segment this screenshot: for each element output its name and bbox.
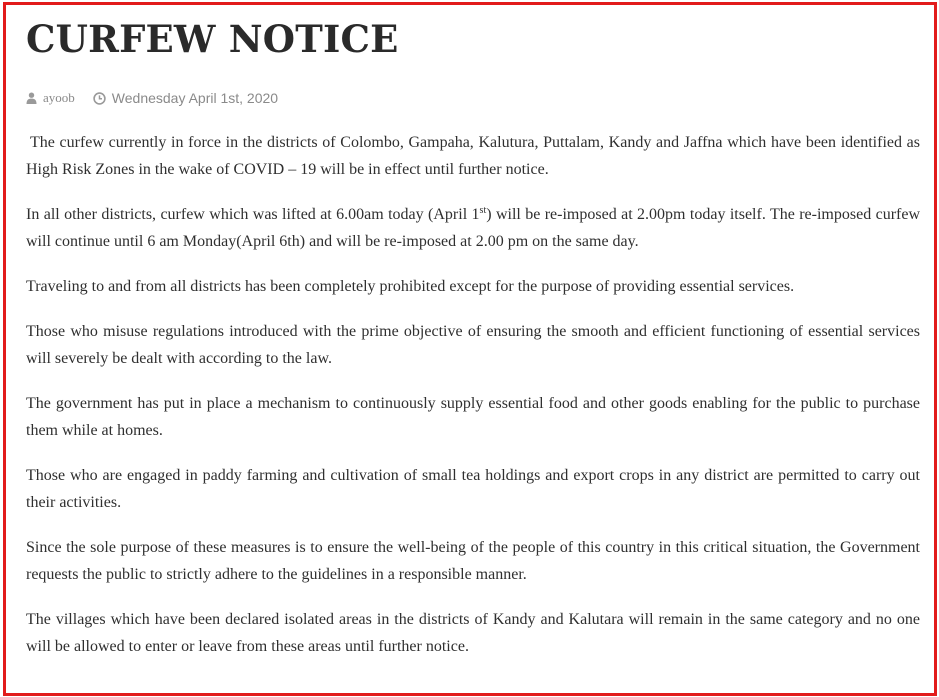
paragraph — [26, 201, 920, 255]
author-link[interactable]: ayoob — [43, 90, 75, 105]
superscript: st — [479, 205, 487, 216]
user-icon — [26, 92, 37, 104]
paragraph: Traveling to and from all districts has been completely prohibited except for the purpose of providing essential services. — [26, 278, 795, 295]
article-body — [26, 129, 920, 678]
page-title: CURFEW NOTICE — [26, 17, 399, 61]
paragraph-text: ) will be re-imposed at 2.00pm today itself. The re-imposed curfew will continue until 6 am Monday(April 6th) and will be re-imposed at 2.00 pm on the same day. — [26, 206, 921, 250]
paragraph: The curfew currently in force in the districts of Colombo, Gampaha, Kalutura, Puttalam, Kandy and Jaffna which have been identified as High Risk Zones in the wake of COVID – 19 will be in effect until further notice. — [26, 134, 920, 178]
paragraph: The government has put in place a mechanism to continuously supply essential food and other goods enabling for the public to purchase them while at homes. — [26, 395, 920, 439]
paragraph: Those who misuse regulations introduced with the prime objective of ensuring the smooth and efficient functioning of essential services will severely be dealt with according to the law. — [26, 323, 920, 367]
post-meta — [26, 88, 278, 108]
paragraph-text: In all other districts, curfew which was lifted at 6.00am today (April 1 — [26, 206, 480, 223]
notice-frame — [3, 2, 937, 696]
paragraph: Since the sole purpose of these measures is to ensure the well-being of the people of this country in this critical situation, the Government requests the public to strictly adhere to the guidelines in a responsible manner. — [26, 539, 920, 583]
paragraph: Those who are engaged in paddy farming and cultivation of small tea holdings and export crops in any district are permitted to carry out their activities. — [26, 467, 920, 511]
post-date: Wednesday April 1st, 2020 — [111, 90, 279, 106]
paragraph: The villages which have been declared isolated areas in the districts of Kandy and Kalutara will remain in the same category and no one will be allowed to enter or leave from these areas until further notice. — [26, 611, 920, 655]
clock-icon — [93, 92, 106, 105]
